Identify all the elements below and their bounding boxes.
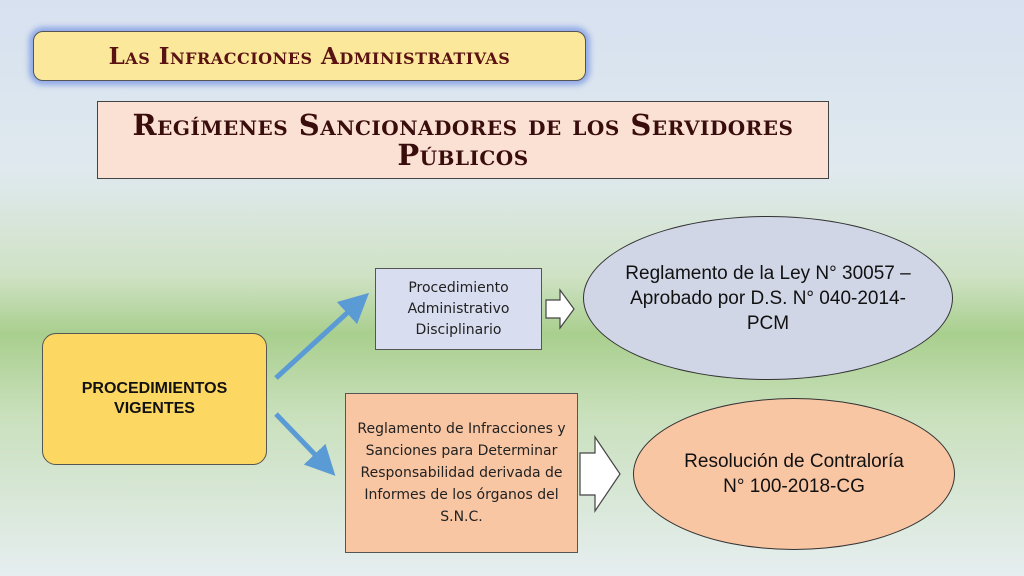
main-title-text: Las Infracciones Administrativas xyxy=(108,42,511,70)
arrow-down-connector xyxy=(276,414,325,465)
block-arrow-top xyxy=(546,290,574,328)
block-arrow-bottom xyxy=(580,437,620,511)
procedimientos-vigentes-text: PROCEDIMIENTOS VIGENTES xyxy=(81,380,228,417)
pad-text: Procedimiento Administrativo Disciplinario xyxy=(407,279,510,338)
arrow-up-connector xyxy=(276,303,358,378)
subtitle-text: Regímenes Sancionadores de los Servidores Públicos xyxy=(132,108,794,172)
resolucion-contraloria-text: Resolución de Contraloría N° 100-2018-CG xyxy=(684,451,904,497)
reglamento-infracciones-text: Reglamento de Infracciones y Sanciones para Determinar Responsabilidad derivada de Informes de los órganos del S.N.C. xyxy=(357,421,566,525)
reglamento-ley-text: Reglamento de la Ley N° 30057 – Aprobado por D.S. N° 040-2014-PCM xyxy=(625,262,911,334)
